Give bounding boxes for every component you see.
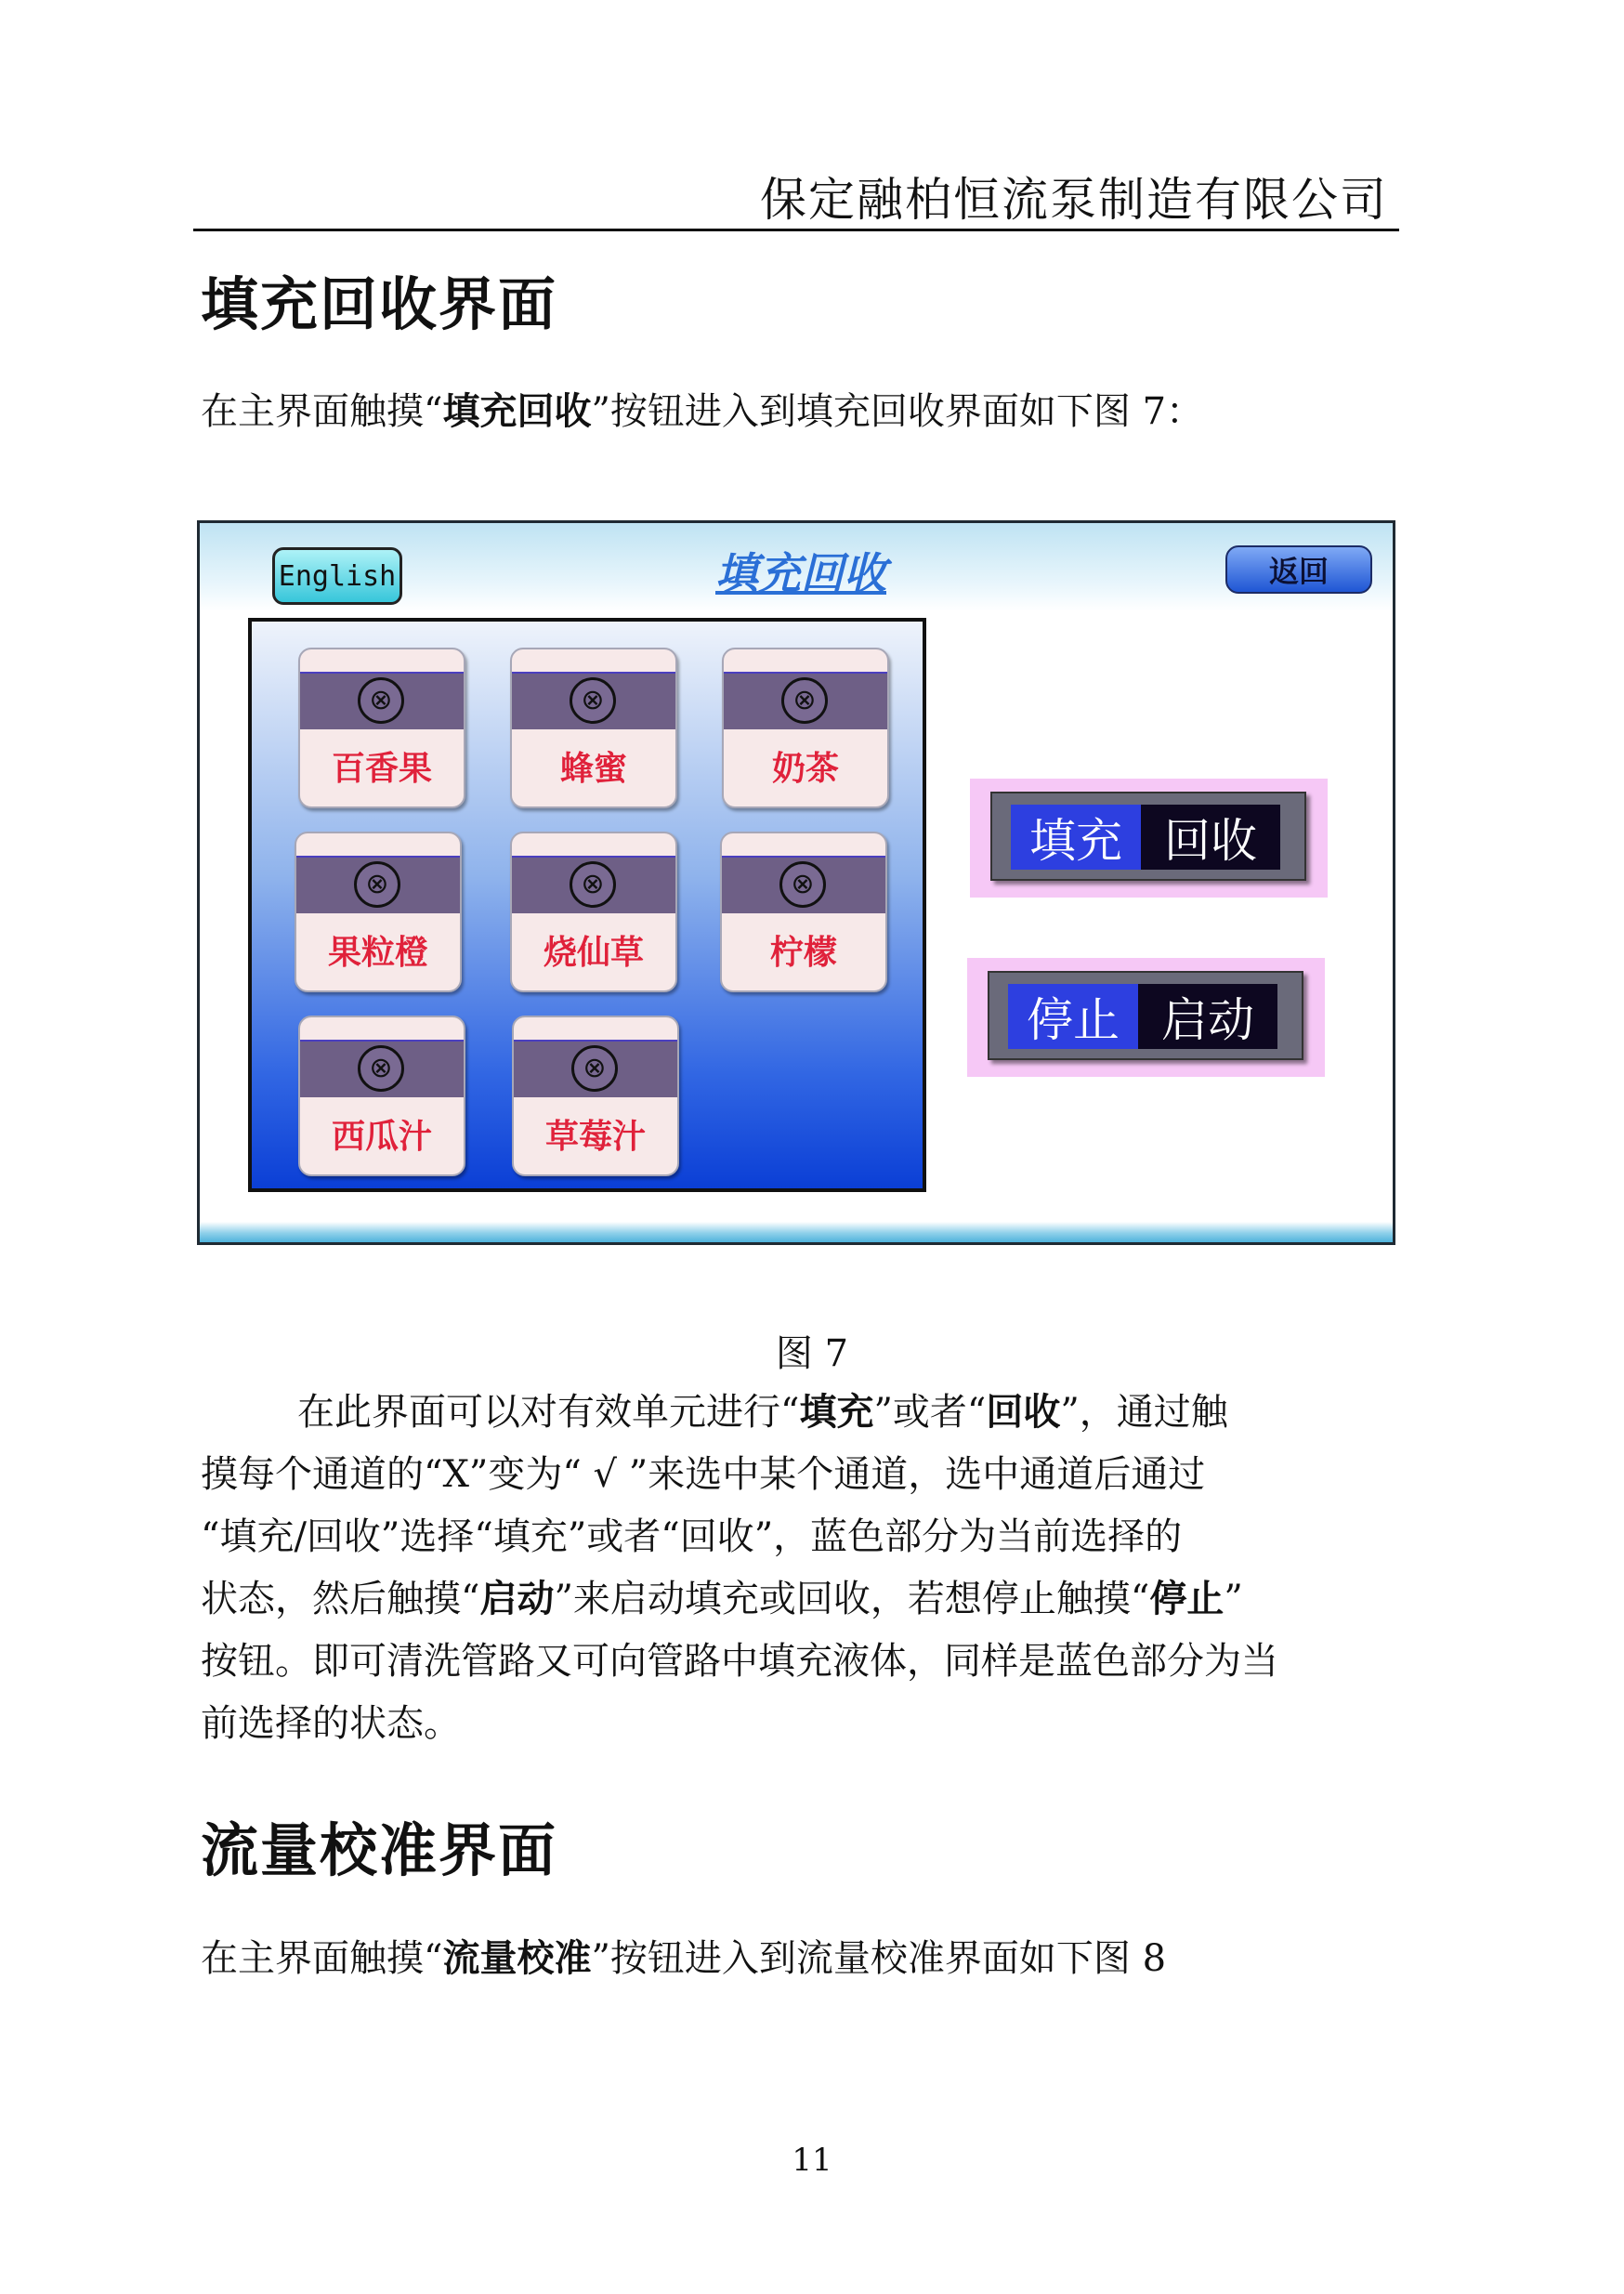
x-circle-icon[interactable]: ⊗ <box>570 861 616 908</box>
x-circle-icon[interactable]: ⊗ <box>358 1045 404 1092</box>
x-circle-icon[interactable]: ⊗ <box>354 861 400 908</box>
x-circle-icon[interactable]: ⊗ <box>570 677 616 724</box>
section1-intro: 在主界面触摸“填充回收”按钮进入到填充回收界面如下图 7： <box>201 390 1204 433</box>
x-circle-icon[interactable]: ⊗ <box>358 677 404 724</box>
screen-title: 填充回收 <box>715 548 886 598</box>
section-title-fill-recovery: 填充回收界面 <box>201 270 558 338</box>
back-button[interactable]: 返回 <box>1225 545 1372 594</box>
stop-option[interactable]: 停止 <box>1008 984 1138 1049</box>
channel-name: 果粒橙 <box>327 934 428 972</box>
stop-start-toggle-bg <box>967 958 1325 1077</box>
channel-tile[interactable] <box>298 648 465 808</box>
company-name: 保定融柏恒流泵制造有限公司 <box>760 173 1388 227</box>
body-line-2: 摸每个通道的“X”变为“ √ ”来选中某个通道，选中通道后通过 <box>201 1453 1206 1496</box>
channel-name: 百香果 <box>331 750 432 788</box>
fill-recover-toggle[interactable] <box>990 792 1306 881</box>
screen-bottom-band <box>200 1222 1393 1242</box>
english-button[interactable]: English <box>272 547 402 605</box>
channel-name: 烧仙草 <box>543 934 644 972</box>
header-divider <box>193 229 1399 231</box>
start-option[interactable]: 启动 <box>1138 984 1277 1049</box>
recover-option[interactable]: 回收 <box>1141 805 1280 870</box>
figure-caption: 图 7 <box>775 1332 849 1375</box>
channel-name: 西瓜汁 <box>331 1118 432 1156</box>
channel-tile[interactable] <box>510 832 677 992</box>
fill-recover-toggle-bg <box>970 779 1328 898</box>
section2-intro: 在主界面触摸“流量校准”按钮进入到流量校准界面如下图 8 <box>201 1937 1167 1980</box>
body-line-1: 在此界面可以对有效单元进行“填充”或者“回收”，通过触 <box>297 1391 1228 1434</box>
body-line-6: 前选择的状态。 <box>201 1702 461 1745</box>
stop-start-toggle[interactable] <box>988 971 1303 1060</box>
body-line-3: “填充/回收”选择“填充”或者“回收”，蓝色部分为当前选择的 <box>201 1515 1183 1558</box>
hmi-screenshot-fill-recovery <box>197 520 1395 1245</box>
channel-tile[interactable] <box>512 1016 679 1176</box>
channel-name: 柠檬 <box>769 934 837 972</box>
body-line-5: 按钮。即可清洗管路又可向管路中填充液体，同样是蓝色部分为当 <box>201 1640 1278 1683</box>
channel-name: 奶茶 <box>771 750 839 788</box>
channel-name: 草莓汁 <box>544 1118 646 1156</box>
channel-tile[interactable] <box>720 832 887 992</box>
channel-name: 蜂蜜 <box>559 750 627 788</box>
x-circle-icon[interactable]: ⊗ <box>571 1045 618 1092</box>
channel-panel <box>248 618 926 1192</box>
body-line-4: 状态，然后触摸“启动”来启动填充或回收，若想停止触摸“停止” <box>201 1578 1243 1620</box>
x-circle-icon[interactable]: ⊗ <box>779 861 826 908</box>
channel-tile[interactable] <box>722 648 889 808</box>
channel-tile[interactable] <box>510 648 677 808</box>
section-title-flow-calibration: 流量校准界面 <box>201 1816 558 1884</box>
channel-tile[interactable] <box>295 832 462 992</box>
fill-option[interactable]: 填充 <box>1011 805 1141 870</box>
x-circle-icon[interactable]: ⊗ <box>781 677 828 724</box>
page-number: 11 <box>792 2142 832 2179</box>
channel-tile[interactable] <box>298 1016 465 1176</box>
